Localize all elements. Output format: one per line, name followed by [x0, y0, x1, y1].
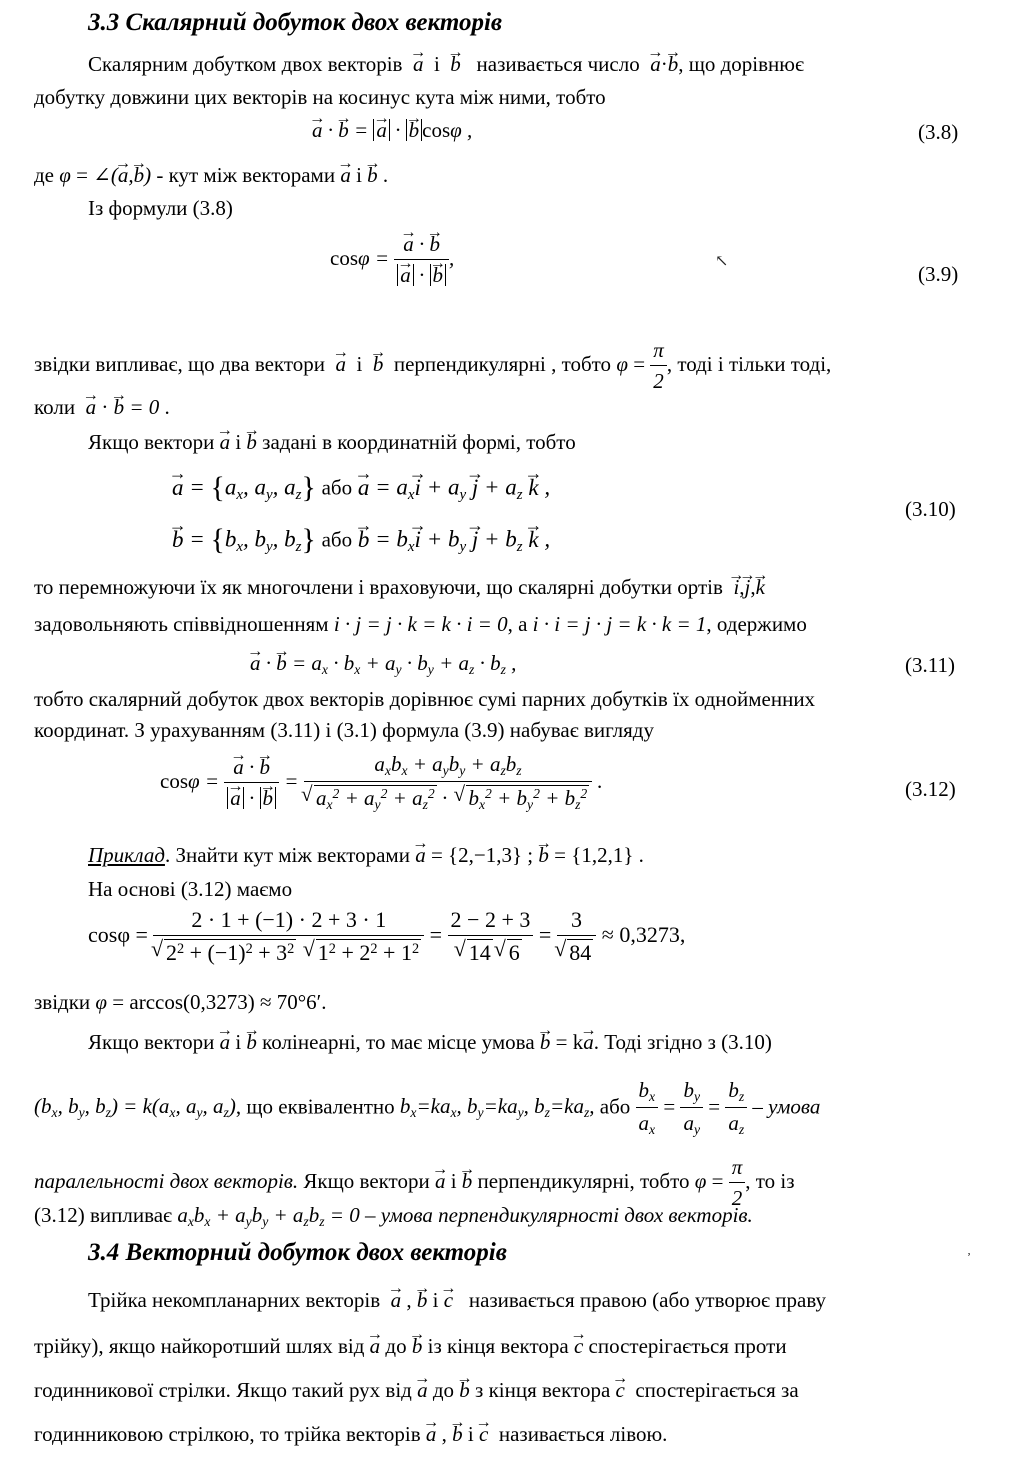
- paragraph-line: Трійка некомпланарних векторів → a , → b і → c називається правою (або утворює праву: [88, 1288, 826, 1313]
- equation-number: (3.11): [905, 653, 955, 677]
- paragraph-line: (3.12) випливає $a_xb_x + a_yb_y + a_zb_z = 0$ – умова перпендикулярності двох векторів.: [34, 1203, 753, 1230]
- paragraph-line: добутку довжини цих векторів на косинус кута між ними, тобто: [34, 85, 606, 109]
- paragraph-line: ($b_x$, $b_y$, $b_z) = k(a_x$, $a_y$, $a_z$), що еквівалентно $b_x=ka_x$, $b_y=ka_y$, $b_z=ka_z$, або $\frac{b_x}{a_x}$ = $\frac{b_y}{a_y}$ = $\frac{b_z}{a_z}$ – умова: [34, 1078, 821, 1138]
- section-heading-3-4: 3.4 Векторний добуток двох векторів: [88, 1239, 507, 1266]
- paragraph-line: Скалярним добутком двох векторів → a і → b називається число → a·→ b, що дорівнює: [88, 52, 804, 77]
- formula-3-10-b: → $b = \{b_x$, $b_y$, $b_z$} або → $b = b_x\to i + b_y \to j + b_z \to k$ ,: [172, 522, 550, 558]
- formula-3-12: cosφ = → a · → b → a · → b = $a_xb_x + a_yb_y + a_zb_z$ √ $a_x^2 + a_y^2 + a_z^2$ · √ $b_x^2 + b_y^2 + b_z^2$ .: [160, 752, 603, 814]
- paragraph-line: годинникової стрілки. Якщо такий рух від → a до → b з кінця вектора → c спостерігається за: [34, 1378, 799, 1403]
- paragraph-line: На основі (3.12) маємо: [88, 877, 293, 901]
- scan-mark: ʼ: [967, 1250, 971, 1264]
- paragraph-line: трійку), якщо найкоротший шлях від → a до → b із кінця вектора → c спостерігається проти: [34, 1334, 787, 1359]
- paragraph-line: задовольняють співвідношенням i · j = j · k = k · i = 0, а i · i = j · j = k · k = 1, одержимо: [34, 612, 807, 636]
- paragraph-line: де φ = ∠(→ a,→ b) - кут між векторами → a і → b .: [34, 163, 388, 188]
- example-computation: cosφ = 2 · 1 + (−1) · 2 + 3 · 1 √ $2^2 + (-1)^2 + 3^2$ √ $1^2 + 2^2 + 1^2$ = 2 − 2 + 3 √ 14√ 6 = 3 √ 84 ≈ 0,3273,: [88, 907, 685, 967]
- equation-number: (3.12): [905, 777, 956, 801]
- paragraph-line: годинниковою стрілкою, то трійка векторів → a , → b і → c називається лівою.: [34, 1422, 667, 1447]
- paragraph-line: Якщо вектори → a і → b колінеарні, то має місце умова → b = k→ a. Тоді згідно з (3.10): [88, 1030, 772, 1055]
- section-heading-3-3: 3.3 Скалярний добуток двох векторів: [88, 9, 503, 36]
- paragraph-line: звідки випливає, що два вектори → a і → b перпендикулярні , тобто φ = $\frac{\pi}{2}$ , тоді і тільки тоді,: [34, 338, 831, 394]
- paragraph-line: коли → a · → b = 0 .: [34, 395, 170, 420]
- example-line: Приклад. Знайти кут між векторами → a = {2,−1,3} ; → b = {1,2,1} .: [88, 843, 644, 868]
- paragraph-line: Із формули (3.8): [88, 196, 233, 220]
- paragraph-line: тобто скалярний добуток двох векторів дорівнює сумі парних добутків їх однойменних: [34, 687, 816, 711]
- equation-number: (3.10): [905, 497, 956, 521]
- paragraph-line: Якщо вектори → a і → b задані в координатній формі, тобто: [88, 430, 576, 455]
- paragraph-line: то перемножуючи їх як многочлени і враховуючи, що скалярні добутки ортів → i,→ j,→ k: [34, 575, 765, 600]
- formula-3-9: cosφ = → a · → b → a · → b ,: [330, 232, 454, 288]
- formula-3-8: → a · → b = → a · → b cosφ ,: [312, 118, 472, 143]
- paragraph-line: паралельності двох векторів. Якщо вектори → a і → b перпендикулярні, тобто φ = $\frac{\pi}{2}$ , то із: [34, 1155, 795, 1211]
- formula-3-10-a: → $a = \{a_x$, $a_y$, $a_z$} або → $a = a_x\to i + a_y \to j + a_z \to k$ ,: [172, 470, 550, 506]
- equation-number: (3.8): [918, 120, 959, 144]
- scan-mark: ↖: [715, 253, 729, 270]
- paragraph-line: звідки φ = arccos(0,3273) ≈ 70°6′.: [34, 990, 327, 1014]
- paragraph-line: координат. З урахуванням (3.11) і (3.1) формула (3.9) набуває вигляду: [34, 718, 654, 742]
- equation-number: (3.9): [918, 262, 959, 286]
- formula-3-11: → a · → $b = a_x \cdot b_x + a_y \cdot b_y + a_z \cdot b_z$ ,: [250, 651, 516, 678]
